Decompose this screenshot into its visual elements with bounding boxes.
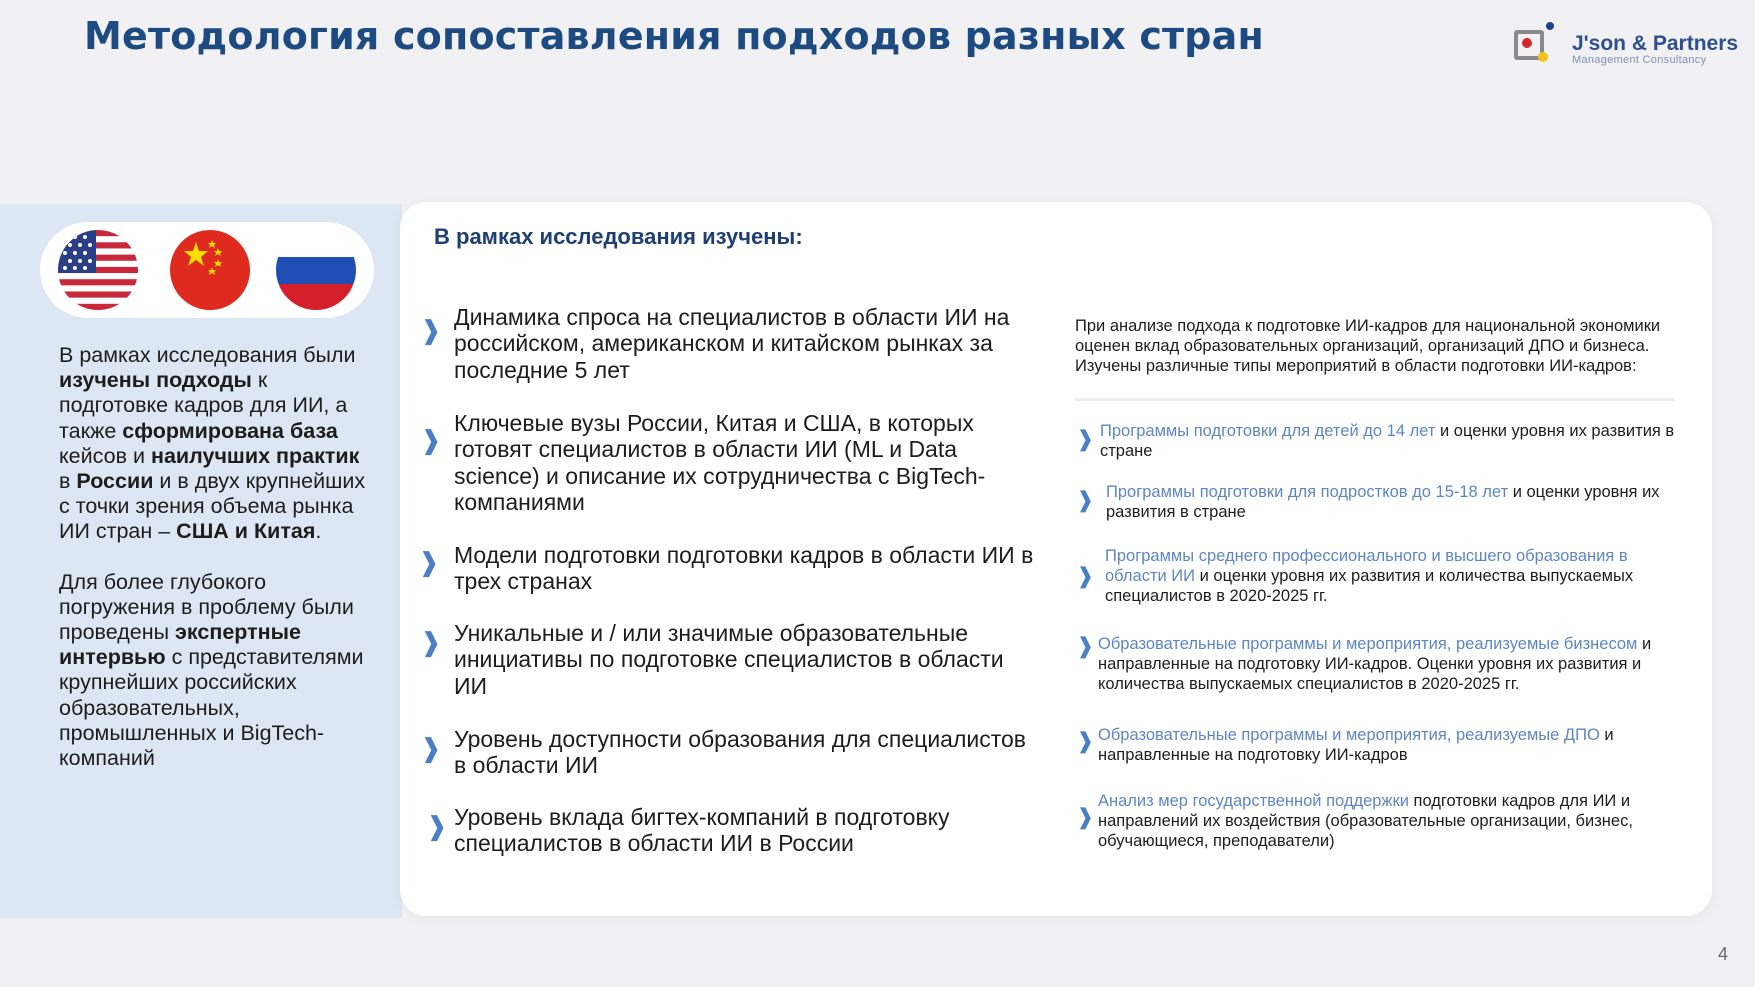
chevron-right-icon: ❱ <box>1076 488 1095 513</box>
activity-item-text: Образовательные программы и мероприятия, реализуемые бизнесом и направленные на подготовку ИИ-кадров. Оценки уровня их развития и количества выпускаемых специалистов в 2020-2025 гг. <box>1098 635 1652 693</box>
page-number: 4 <box>1718 944 1729 964</box>
chevron-right-icon: ❱ <box>418 548 440 578</box>
company-logo <box>1514 10 1739 70</box>
flags-bar <box>40 222 374 318</box>
list-item-text: Уровень вклада бигтех-компаний в подготовку специалистов в области ИИ в России <box>454 804 950 857</box>
logo-subtitle: Management Consultancy <box>1572 54 1707 66</box>
chevron-right-icon: ❱ <box>1076 564 1095 589</box>
logo-mark-icon <box>1514 22 1556 62</box>
left-paragraph-2: Для более глубокого погружения в проблему были проведены экспертные интервью с представителями крупнейших российских образовательных, промышленных и BigTech-компаний <box>59 569 364 771</box>
us-flag-icon <box>58 230 138 310</box>
left-paragraph-1: В рамках исследования были изучены подходы к подготовке кадров для ИИ, а также сформирована база кейсов и наилучших практик в России и в двух крупнейших с точки зрения объема рынка ИИ стран – США и Китая. <box>59 343 366 544</box>
page-title: Методология сопоставления подходов разных стран <box>84 14 1264 58</box>
logo-name: J'son & Partners <box>1572 32 1739 55</box>
list-item-text: Уровень доступности образования для специалистов в области ИИ <box>454 726 1027 779</box>
activity-item-text: Программы среднего профессионального и высшего образования в области ИИ и оценки уровня их развития и количества выпускаемых специалистов в 2020-2025 гг. <box>1105 547 1634 605</box>
divider <box>1075 398 1675 401</box>
list-item-text: Модели подготовки подготовки кадров в области ИИ в трех странах <box>454 542 1034 595</box>
chevron-right-icon: ❱ <box>420 426 442 456</box>
chevron-right-icon: ❱ <box>1076 634 1095 659</box>
chevron-right-icon: ❱ <box>1076 729 1095 754</box>
list-item-text: Уникальные и / или значимые образовательные инициативы по подготовке специалистов в области ИИ <box>454 620 1004 699</box>
activity-item-text: Образовательные программы и мероприятия, реализуемые ДПО и направленные на подготовку ИИ-кадров <box>1098 726 1614 764</box>
chevron-right-icon: ❱ <box>420 316 442 346</box>
chevron-right-icon: ❱ <box>426 812 448 842</box>
chevron-right-icon: ❱ <box>1076 805 1095 830</box>
chevron-right-icon: ❱ <box>1076 427 1095 452</box>
activity-item-text: Программы подготовки для детей до 14 лет и оценки уровня их развития в стране <box>1100 422 1675 460</box>
card-heading: В рамках исследования изучены: <box>434 224 803 249</box>
chevron-right-icon: ❱ <box>420 734 442 764</box>
activity-item-text: Программы подготовки для подростков до 15-18 лет и оценки уровня их развития в стране <box>1106 483 1660 521</box>
chevron-right-icon: ❱ <box>420 628 442 658</box>
right-intro: При анализе подхода к подготовке ИИ-кадров для национальной экономики оценен вклад образовательных организаций, организаций ДПО и бизнеса. Изучены различные типы мероприятий в области подготовки ИИ-кадров: <box>1075 317 1661 375</box>
activity-item-text: Анализ мер государственной поддержки подготовки кадров для ИИ и направлений их воздействия (образовательные организации, бизнес, обучающиеся, преподаватели) <box>1098 792 1633 850</box>
russia-flag-icon <box>276 230 356 310</box>
list-item-text: Ключевые вузы России, Китая и США, в которых готовят специалистов в области ИИ (ML и Data science) и описание их сотрудничества с BigTech-компаниями <box>454 410 986 516</box>
china-flag-icon <box>170 230 250 310</box>
left-description <box>59 343 369 796</box>
list-item-text: Динамика спроса на специалистов в области ИИ на российском, американском и китайском рынках за последние 5 лет <box>454 304 1010 383</box>
